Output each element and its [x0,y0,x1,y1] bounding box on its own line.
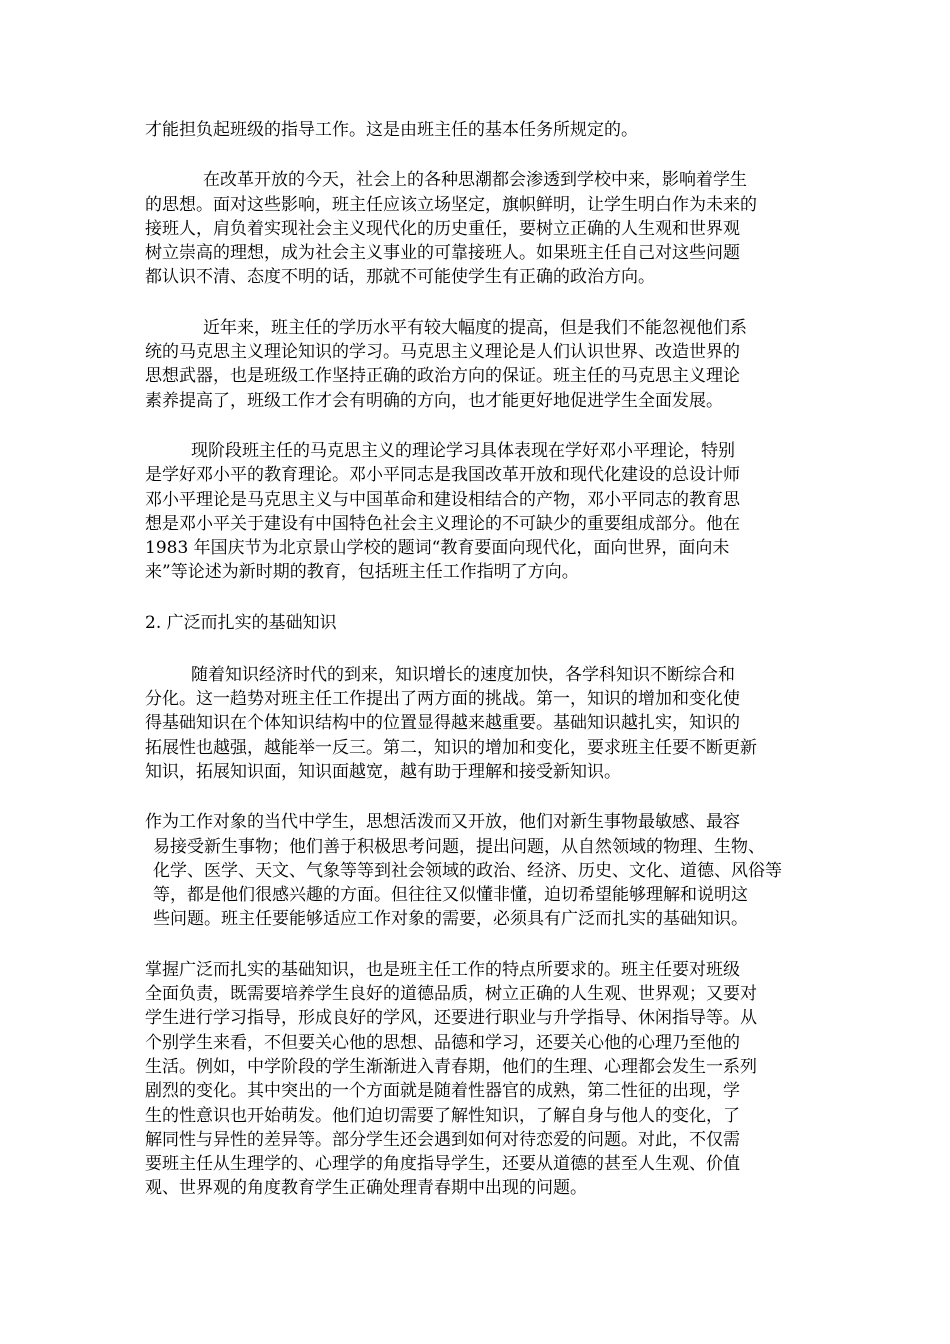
text-line: 1983 年国庆节为北京景山学校的题词“教育要面向现代化，面向世界，面向未 [145,538,730,559]
paragraph-7 [145,958,815,1201]
text-line: 近年来，班主任的学历水平有较大幅度的提高，但是我们不能忽视他们系 [203,317,747,338]
text-line: 知识，拓展知识面，知识面越宽，越有助于理解和接受新知识。 [145,761,621,782]
text-line: 掌握广泛而扎实的基础知识，也是班主任工作的特点所要求的。班主任要对班级 [145,959,740,980]
text-line: 都认识不清、态度不明的话，那就不可能使学生有正确的政治方向。 [145,267,655,288]
paragraph-3 [145,316,815,413]
text-line: 才能担负起班级的指导工作。这是由班主任的基本任务所规定的。 [145,120,638,140]
text-line: 生活。例如，中学阶段的学生渐渐进入青春期，他们的生理、心理都会发生一系列 [145,1056,757,1077]
text-line: 在改革开放的今天，社会上的各种思潮都会渗透到学校中来，影响着学生 [203,170,747,191]
text-line: 化学、医学、天文、气象等等到社会领域的政治、经济、历史、文化、道德、风俗等 [153,860,782,881]
text-line: 现阶段班主任的马克思主义的理论学习具体表现在学好邓小平理论，特别 [191,440,735,461]
document-page [145,118,815,1227]
text-line: 全面负责，既需要培养学生良好的道德品质，树立正确的人生观、世界观；又要对 [145,984,757,1005]
text-line: 是学好邓小平的教育理论。邓小平同志是我国改革开放和现代化建设的总设计师 [145,465,740,486]
text-line: 学生进行学习指导，形成良好的学风，还要进行职业与升学指导、休闲指导等。从 [145,1008,757,1029]
text-line: 个别学生来看，不但要关心他的思想、品德和学习，还要关心他的心理乃至他的 [145,1032,740,1053]
paragraph-5 [145,663,815,784]
text-line: 拓展性也越强，越能举一反三。第二，知识的增加和变化，要求班主任要不断更新 [145,737,757,758]
paragraph-1 [145,118,815,142]
text-line: 得基础知识在个体知识结构中的位置显得越来越重要。基础知识越扎实，知识的 [145,713,740,734]
text-line: 等，都是他们很感兴趣的方面。但往往又似懂非懂，迫切希望能够理解和说明这 [153,885,748,906]
text-line: 想是邓小平关于建设有中国特色社会主义理论的不可缺少的重要组成部分。他在 [145,513,740,534]
text-line: 要班主任从生理学的、心理学的角度指导学生，还要从道德的甚至人生观、价值 [145,1154,740,1175]
text-line: 易接受新生事物；他们善于积极思考问题，提出问题，从自然领域的物理、生物、 [153,836,765,857]
text-line: 作为工作对象的当代中学生，思想活泼而又开放，他们对新生事物最敏感、最容 [145,812,740,833]
text-line: 些问题。班主任要能够适应工作对象的需要，必须具有广泛而扎实的基础知识。 [153,909,748,930]
text-line: 树立崇高的理想，成为社会主义事业的可靠接班人。如果班主任自己对这些问题 [145,243,740,264]
text-line: 思想武器，也是班级工作坚持正确的政治方向的保证。班主任的马克思主义理论 [145,366,740,387]
text-line: 生的性意识也开始萌发。他们迫切需要了解性知识，了解自身与他人的变化，了 [145,1105,740,1126]
paragraph-4 [145,439,815,585]
text-line: 观、世界观的角度教育学生正确处理青春期中出现的问题。 [145,1178,587,1199]
text-line: 接班人，肩负着实现社会主义现代化的历史重任，要树立正确的人生观和世界观 [145,218,740,239]
text-line: 分化。这一趋势对班主任工作提出了两方面的挑战。第一，知识的增加和变化使 [145,689,740,710]
text-line: 解同性与异性的差异等。部分学生还会遇到如何对待恋爱的问题。对此，不仅需 [145,1129,740,1150]
text-line: 素养提高了，班级工作才会有明确的方向，也才能更好地促进学生全面发展。 [145,390,723,411]
text-line: 剧烈的变化。其中突出的一个方面就是随着性器官的成熟，第二性征的出现，学 [145,1081,740,1102]
text-line: 邓小平理论是马克思主义与中国革命和建设相结合的产物，邓小平同志的教育思 [145,489,740,510]
section-heading [145,611,815,635]
text-line: 随着知识经济时代的到来，知识增长的速度加快，各学科知识不断综合和 [191,664,735,685]
text-line: 统的马克思主义理论知识的学习。马克思主义理论是人们认识世界、改造世界的 [145,342,740,363]
section-heading-text: 2. 广泛而扎实的基础知识 [145,612,337,633]
text-line: 的思想。面对这些影响，班主任应该立场坚定，旗帜鲜明，让学生明白作为未来的 [145,194,757,215]
text-line: 来”等论述为新时期的教育，包括班主任工作指明了方向。 [145,562,579,583]
paragraph-6 [145,810,815,931]
paragraph-2 [145,168,815,289]
